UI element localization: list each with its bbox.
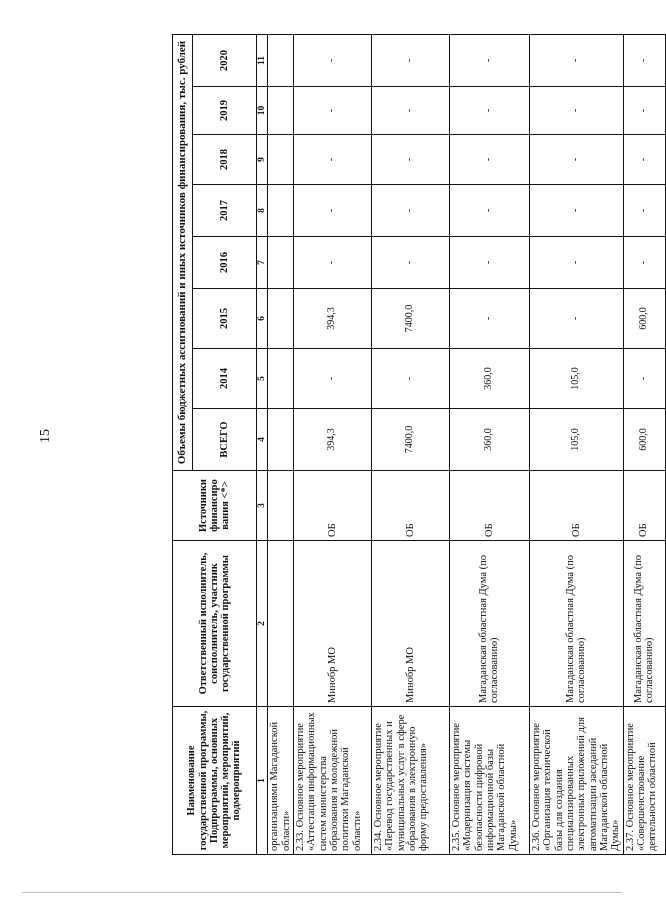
- value-2018: -: [371, 135, 449, 185]
- value-2015: 600,0: [623, 289, 665, 349]
- column-number: 4: [257, 409, 268, 471]
- value-2016: -: [529, 237, 623, 289]
- value-2018: -: [293, 135, 371, 185]
- header-volumes: Объемы бюджетных ассигнований и иных источников финансирования, тыс. рублей: [173, 34, 193, 470]
- table-row: [371, 34, 449, 854]
- header-responsible: Ответственный исполнитель, соисполнитель, участник государственной программы: [173, 541, 257, 707]
- row-responsible: Магаданская областная Дума (по согласованию): [529, 541, 623, 707]
- value-2019: -: [623, 87, 665, 135]
- column-number: 5: [257, 349, 268, 409]
- value-2017: -: [371, 185, 449, 237]
- table-row: [529, 34, 623, 854]
- value-2014: -: [293, 349, 371, 409]
- value-2020: -: [293, 34, 371, 86]
- value-2017: -: [449, 185, 529, 237]
- column-number-row: [257, 34, 268, 854]
- row-name: 2.37. Основное мероприятие «Совершенствование деятельности областной: [623, 707, 665, 855]
- row-name: организациями Магаданской области»: [268, 707, 294, 855]
- value-2015: 7400,0: [371, 289, 449, 349]
- value-2016: -: [449, 237, 529, 289]
- year-header-2020: 2020: [193, 34, 257, 86]
- column-number: 7: [257, 237, 268, 289]
- column-number: 11: [257, 34, 268, 86]
- value-total: [268, 409, 294, 471]
- value-2014: [268, 349, 294, 409]
- value-2017: -: [293, 185, 371, 237]
- page-bottom-divider: [22, 892, 622, 893]
- value-2020: -: [623, 34, 665, 86]
- year-header-2019: 2019: [193, 87, 257, 135]
- value-2015: -: [529, 289, 623, 349]
- row-source: ОБ: [449, 471, 529, 541]
- year-header-total: ВСЕГО: [193, 409, 257, 471]
- header-source: Источники финансиро вания <*>: [173, 471, 257, 541]
- row-responsible: Минобр МО: [293, 541, 371, 707]
- value-total: 105,0: [529, 409, 623, 471]
- column-number: 1: [257, 707, 268, 855]
- value-2014: 360,0: [449, 349, 529, 409]
- row-source: ОБ: [371, 471, 449, 541]
- value-2018: -: [529, 135, 623, 185]
- column-number: 10: [257, 87, 268, 135]
- budget-table: [172, 34, 666, 855]
- value-2014: -: [623, 349, 665, 409]
- year-header-2014: 2014: [193, 349, 257, 409]
- value-2015: -: [449, 289, 529, 349]
- row-source: ОБ: [529, 471, 623, 541]
- row-responsible: Минобр МО: [371, 541, 449, 707]
- value-2016: -: [623, 237, 665, 289]
- value-2019: [268, 87, 294, 135]
- year-header-2017: 2017: [193, 185, 257, 237]
- year-header-2018: 2018: [193, 135, 257, 185]
- column-number: 2: [257, 541, 268, 707]
- value-2018: -: [623, 135, 665, 185]
- value-2018: [268, 135, 294, 185]
- value-2017: -: [529, 185, 623, 237]
- table-row: [268, 34, 294, 854]
- value-2016: [268, 237, 294, 289]
- value-2017: -: [623, 185, 665, 237]
- row-source: ОБ: [293, 471, 371, 541]
- column-number: 8: [257, 185, 268, 237]
- value-2020: -: [449, 34, 529, 86]
- row-responsible: [268, 541, 294, 707]
- row-name: 2.33. Основное мероприятие «Аттестация информационных систем министерства образования и молодежной политики Магаданской области»: [293, 707, 371, 855]
- row-responsible: Магаданская областная Дума (по согласованию): [623, 541, 665, 707]
- row-name: 2.35. Основное мероприятие «Модернизация системы безопасности цифровой информационной базы Магаданской областной Думы»: [449, 707, 529, 855]
- row-name: 2.36. Основное мероприятие «Организация технической базы для создания специализированных электронных приложений для автоматизации заседаний Магаданской областной Думы»: [529, 707, 623, 855]
- value-2020: -: [371, 34, 449, 86]
- table-row: [449, 34, 529, 854]
- value-2020: -: [529, 34, 623, 86]
- value-total: 360,0: [449, 409, 529, 471]
- value-total: 600,0: [623, 409, 665, 471]
- column-number: 9: [257, 135, 268, 185]
- value-2015: [268, 289, 294, 349]
- value-2017: [268, 185, 294, 237]
- value-2018: -: [449, 135, 529, 185]
- row-source: ОБ: [623, 471, 665, 541]
- budget-table-sheet: [172, 35, 659, 855]
- value-2014: 105,0: [529, 349, 623, 409]
- year-header-2016: 2016: [193, 237, 257, 289]
- value-2015: 394,3: [293, 289, 371, 349]
- value-2019: -: [293, 87, 371, 135]
- value-total: 394,3: [293, 409, 371, 471]
- value-2014: -: [371, 349, 449, 409]
- page-number: 15: [38, 429, 53, 443]
- row-source: [268, 471, 294, 541]
- value-2019: -: [529, 87, 623, 135]
- row-name: 2.34. Основное мероприятие «Перевод государственных и муниципальных услуг в сфере образования в электронную форму предоставления»: [371, 707, 449, 855]
- value-2016: -: [293, 237, 371, 289]
- value-2019: -: [371, 87, 449, 135]
- value-2020: [268, 34, 294, 86]
- value-2019: -: [449, 87, 529, 135]
- column-number: 6: [257, 289, 268, 349]
- value-2016: -: [371, 237, 449, 289]
- value-total: 7400,0: [371, 409, 449, 471]
- table-row: [293, 34, 371, 854]
- column-number: 3: [257, 471, 268, 541]
- table-row: [623, 34, 665, 854]
- year-header-2015: 2015: [193, 289, 257, 349]
- row-responsible: Магаданская областная Дума (по согласованию): [449, 541, 529, 707]
- header-name: Наименование государственной программы, Подпрограммы, основных мероприятий, мероприятий, подмероприятий: [173, 707, 257, 855]
